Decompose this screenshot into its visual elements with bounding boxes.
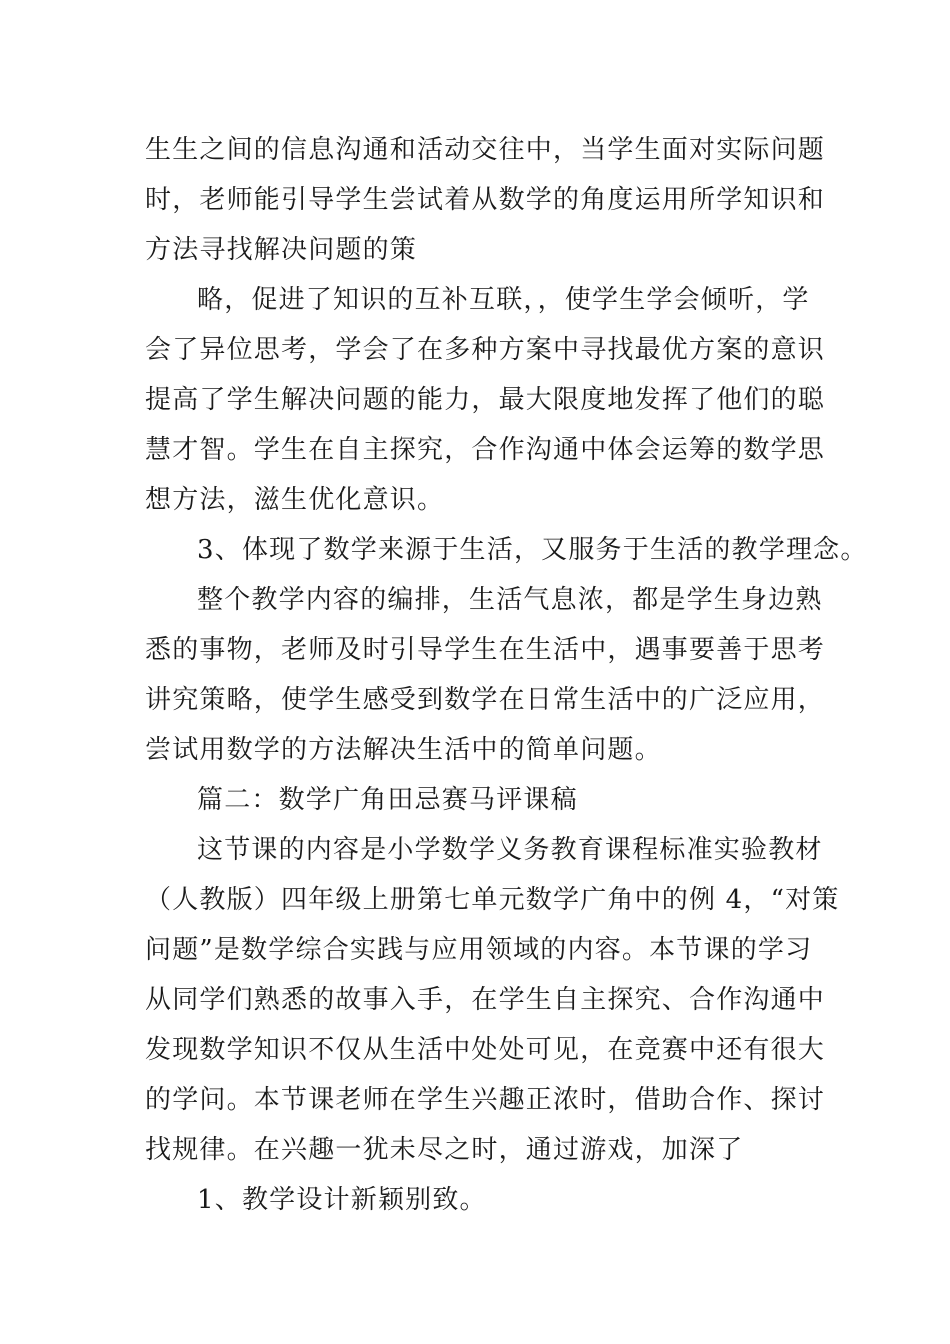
paragraph-line-7: 慧才智。学生在自主探究，合作沟通中体会运筹的数学思: [145, 435, 826, 465]
paragraph-line-20: 的学问。本节课老师在学生兴趣正浓时，借助合作、探讨: [145, 1085, 826, 1115]
paragraph-line-10: 整个教学内容的编排，生活气息浓，都是学生身边熟: [197, 585, 823, 615]
paragraph-line-15: 这节课的内容是小学数学义务教育课程标准实验教材: [197, 835, 823, 865]
paragraph-line-6: 提高了学生解决问题的能力，最大限度地发挥了他们的聪: [145, 385, 826, 415]
paragraph-line-8: 想方法，滋生优化意识。: [145, 485, 445, 515]
section-point-3: 3、体现了数学来源于生活，又服务于生活的教学理念。: [197, 535, 868, 565]
paragraph-line-21: 找规律。在兴趣一犹未尽之时，通过游戏，加深了: [145, 1135, 744, 1165]
paragraph-line-3: 方法寻找解决问题的策: [145, 235, 418, 265]
paragraph-line-17: 问题”是数学综合实践与应用领域的内容。本节课的学习: [145, 935, 813, 965]
paragraph-line-18: 从同学们熟悉的故事入手，在学生自主探究、合作沟通中: [145, 985, 826, 1015]
paragraph-line-2: 时，老师能引导学生尝试着从数学的角度运用所学知识和: [145, 185, 826, 215]
paragraph-line-5: 会了异位思考，学会了在多种方案中寻找最优方案的意识: [145, 335, 826, 365]
paragraph-line-1: 生生之间的信息沟通和活动交往中，当学生面对实际问题: [145, 135, 826, 165]
paragraph-line-16: （人教版）四年级上册第七单元数学广角中的例 4，“对策: [145, 885, 840, 915]
section-heading: 篇二：数学广角田忌赛马评课稿: [197, 785, 578, 815]
section-point-1: 1、教学设计新颖别致。: [197, 1185, 487, 1215]
paragraph-line-4: 略，促进了知识的互补互联，，使学生学会倾听，学: [197, 285, 810, 315]
paragraph-line-13: 尝试用数学的方法解决生活中的简单问题。: [145, 735, 662, 765]
paragraph-line-12: 讲究策略，使学生感受到数学在日常生活中的广泛应用，: [145, 685, 826, 715]
paragraph-line-11: 悉的事物，老师及时引导学生在生活中，遇事要善于思考: [145, 635, 826, 665]
paragraph-line-19: 发现数学知识不仅从生活中处处可见，在竞赛中还有很大: [145, 1035, 826, 1065]
